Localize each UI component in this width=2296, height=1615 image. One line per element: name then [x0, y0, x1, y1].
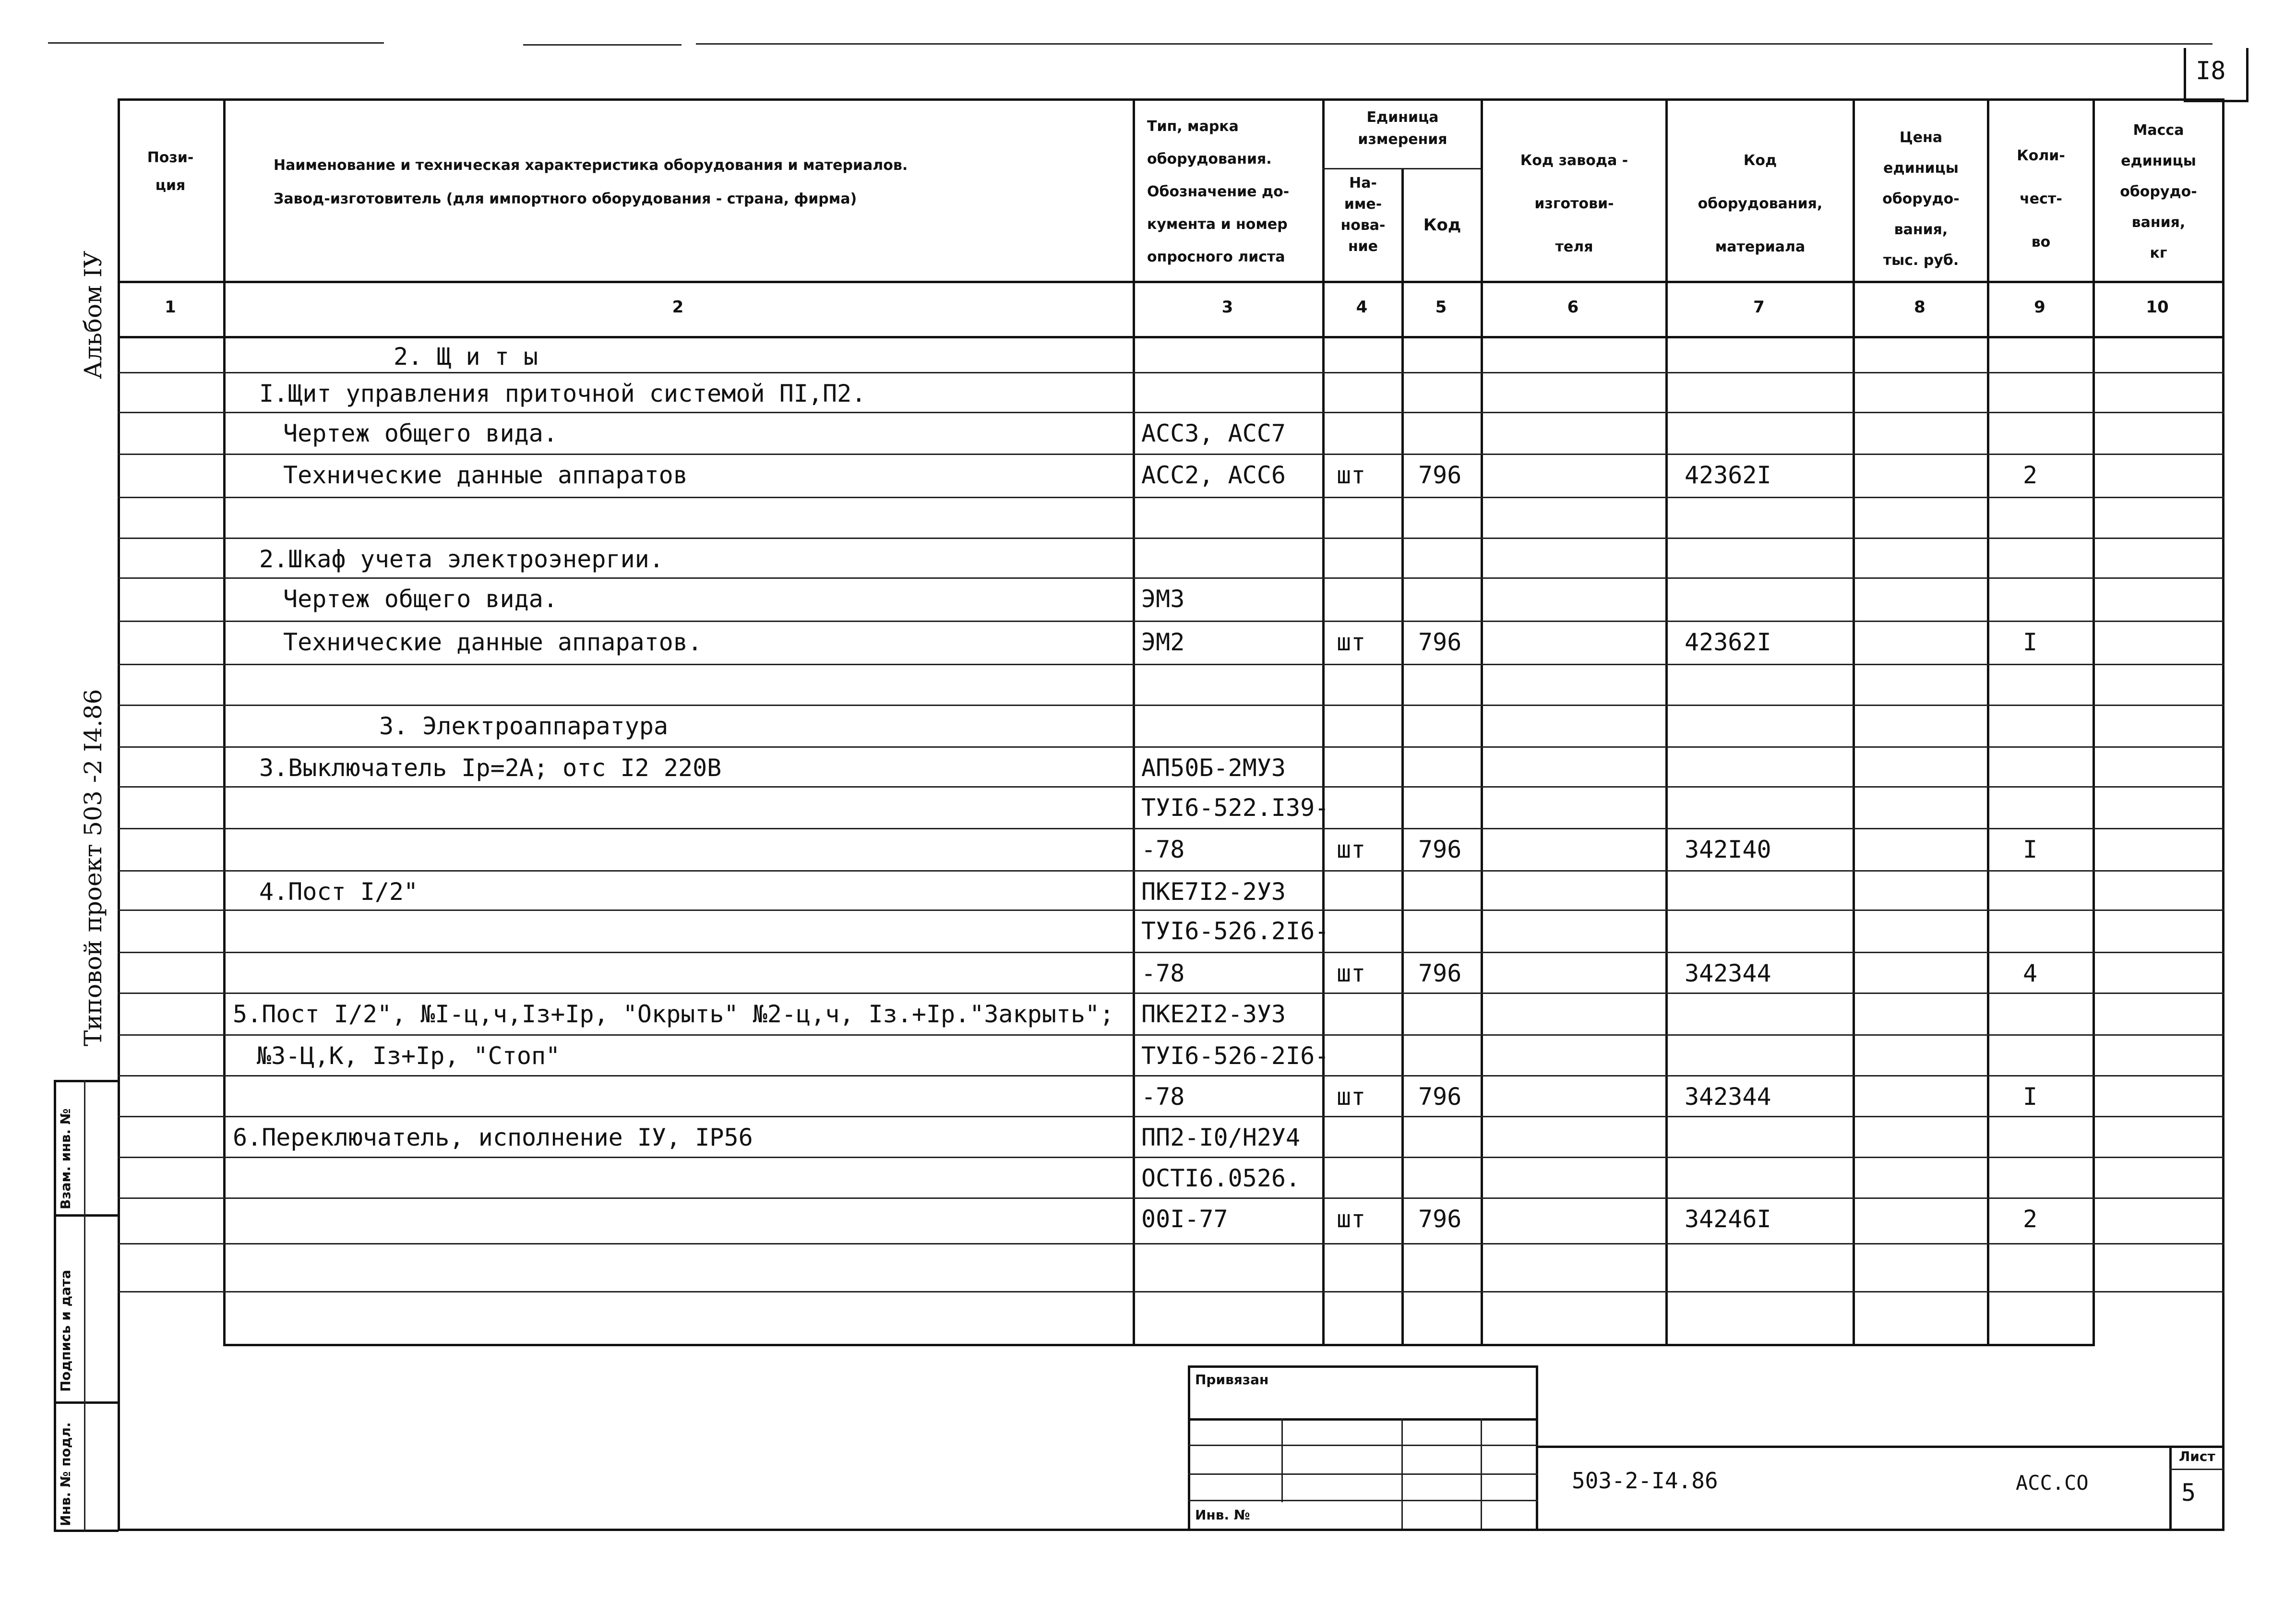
hdr-c8-c: оборудо-: [1882, 191, 1960, 207]
hdr-c4-c: нова-: [1340, 217, 1386, 234]
row-7-c2: Технические данные аппаратов.: [283, 628, 702, 656]
hdr-c3-b: оборудования.: [1147, 151, 1272, 167]
hdr-c6-c: теля: [1555, 239, 1593, 255]
row-10-c3: АП50Б-2МУ3: [1141, 754, 1286, 782]
row-divider: [118, 664, 2224, 665]
row-9-c2: 3. Электроаппаратура: [379, 712, 669, 740]
row-17-c3: ТУI6-526-2I6-: [1141, 1042, 1329, 1070]
row-20-c3: ОСТI6.0526.: [1141, 1164, 1301, 1192]
colnum-9: 9: [2034, 298, 2045, 317]
hdr-c6-b: изготови-: [1534, 195, 1614, 212]
hdr-c8-a: Цена: [1899, 129, 1943, 146]
row-divider: [118, 621, 2224, 622]
hdr-c45-a: Единица: [1366, 109, 1439, 126]
colnum-4: 4: [1356, 298, 1368, 317]
hdr-c3-d: кумента и номер: [1147, 216, 1288, 233]
row-21-c7: 34246I: [1685, 1205, 1771, 1233]
list-label: Лист: [2179, 1448, 2215, 1464]
row-divider: [118, 497, 2224, 498]
hdr-c3-e: опросного листа: [1147, 249, 1285, 265]
row-2-c3: АСС3, АСС7: [1141, 419, 1286, 447]
row-divider: [118, 952, 2224, 953]
row-divider: [118, 412, 2224, 413]
row-divider: [118, 1243, 2224, 1244]
hdr-c1-a: Пози-: [147, 149, 194, 166]
row-divider: [118, 786, 2224, 788]
stamp-inv-podl: Инв. № подл.: [58, 1422, 73, 1526]
row-13-c2: 4.Пост I/2": [259, 878, 419, 906]
privyazan-label: Привязан: [1195, 1372, 1269, 1388]
row-3-c3: АСС2, АСС6: [1141, 461, 1286, 489]
row-divider: [118, 909, 2224, 911]
hdr-c7-b: оборудования,: [1698, 195, 1823, 212]
row-15-c5: 796: [1418, 959, 1462, 987]
row-3-c5: 796: [1418, 461, 1462, 489]
row-16-c3: ПКЕ2I2-3У3: [1141, 1000, 1286, 1028]
row-3-c9: 2: [2023, 461, 2038, 489]
hdr-c10-b: единицы: [2121, 153, 2196, 169]
hdr-c10-a: Масса: [2133, 122, 2184, 139]
row-16-c2: 5.Пост I/2", №I-ц,ч,Iз+Iр, "Окрыть" №2-ц,ч, Iз.+Iр."Закрыть";: [233, 1000, 1114, 1028]
album-label: Альбом IУ: [79, 251, 107, 379]
row-15-c7: 342344: [1685, 959, 1771, 987]
row-12-c9: I: [2023, 836, 2038, 863]
row-21-c4: шт: [1337, 1205, 1366, 1233]
row-15-c3: -78: [1141, 959, 1185, 987]
colnum-6: 6: [1567, 298, 1579, 317]
stamp-vzam: Взам. инв. №: [58, 1108, 73, 1209]
row-divider: [118, 705, 2224, 706]
row-divider: [118, 1075, 2224, 1077]
row-18-c5: 796: [1418, 1083, 1462, 1111]
hdr-c9-b: чест-: [2020, 191, 2062, 207]
row-18-c7: 342344: [1685, 1083, 1771, 1111]
row-divider: [118, 1197, 2224, 1199]
row-3-c2: Технические данные аппаратов: [283, 461, 688, 489]
hdr-c8-b: единицы: [1883, 160, 1959, 177]
hdr-c7-a: Код: [1743, 152, 1777, 169]
row-12-c4: шт: [1337, 836, 1366, 863]
hdr-c6-a: Код завода -: [1520, 152, 1628, 169]
hdr-c3-c: Обозначение до-: [1147, 183, 1290, 200]
colnum-2: 2: [672, 298, 684, 317]
row-divider: [118, 746, 2224, 748]
row-12-c3: -78: [1141, 836, 1185, 863]
row-13-c3: ПКЕ7I2-2У3: [1141, 878, 1286, 906]
row-divider: [118, 1157, 2224, 1158]
row-2-c2: Чертеж общего вида.: [283, 419, 558, 447]
row-7-c9: I: [2023, 628, 2038, 656]
hdr-c8-d: вания,: [1894, 221, 1948, 238]
colnum-5: 5: [1435, 298, 1447, 317]
hdr-c4-a: На-: [1349, 175, 1377, 191]
row-6-c3: ЭМ3: [1141, 585, 1185, 613]
hdr-c2-a: Наименование и техническая характеристика оборудования и материалов.: [274, 157, 908, 174]
row-5-c2: 2.Шкаф учета электроэнергии.: [259, 545, 664, 573]
row-divider: [118, 870, 2224, 872]
hdr-c3-a: Тип, марка: [1147, 118, 1239, 135]
row-divider: [118, 577, 2224, 579]
doc-mark: АСС.СО: [2016, 1471, 2089, 1495]
row-21-c5: 796: [1418, 1205, 1462, 1233]
row-21-c9: 2: [2023, 1205, 2038, 1233]
row-19-c3: ПП2-I0/Н2У4: [1141, 1124, 1301, 1151]
row-7-c5: 796: [1418, 628, 1462, 656]
hdr-c4-d: ние: [1348, 238, 1378, 255]
row-7-c7: 42362I: [1685, 628, 1771, 656]
sheet-number-top: I8: [2196, 57, 2226, 85]
row-divider: [118, 993, 2224, 994]
row-0-c2: 2. Щ и т ы: [394, 343, 538, 371]
row-12-c7: 342I40: [1685, 836, 1771, 863]
row-18-c3: -78: [1141, 1083, 1185, 1111]
row-divider: [118, 1291, 2224, 1292]
row-divider: [118, 372, 2224, 373]
hdr-c10-d: вания,: [2131, 214, 2186, 231]
hdr-c4-b: име-: [1344, 196, 1382, 213]
row-15-c9: 4: [2023, 959, 2038, 987]
hdr-c2-b: Завод-изготовитель (для импортного оборудования - страна, фирма): [274, 191, 857, 207]
row-18-c9: I: [2023, 1083, 2038, 1111]
row-17-c2: №3-Ц,К, Iз+Iр, "Стоп": [257, 1042, 561, 1070]
colnum-7: 7: [1753, 298, 1765, 317]
hdr-c45-b: измерения: [1358, 131, 1447, 148]
row-14-c3: ТУI6-526.2I6-: [1141, 917, 1329, 945]
hdr-c10-c: оборудо-: [2120, 183, 2197, 200]
row-6-c2: Чертеж общего вида.: [283, 585, 558, 613]
inv-label: Инв. №: [1195, 1507, 1250, 1523]
hdr-c9-c: во: [2031, 234, 2051, 251]
row-19-c2: 6.Переключатель, исполнение IУ, IР56: [233, 1124, 753, 1151]
row-3-c4: шт: [1337, 461, 1366, 489]
hdr-c9-a: Коли-: [2017, 147, 2065, 164]
project-label: Типовой проект 503 -2 I4.86: [79, 689, 107, 1046]
hdr-c8-e: тыс. руб.: [1883, 252, 1959, 269]
row-divider: [118, 538, 2224, 539]
colnum-1: 1: [165, 298, 176, 317]
list-number: 5: [2181, 1479, 2196, 1507]
row-3-c7: 42362I: [1685, 461, 1771, 489]
hdr-c5: Код: [1423, 215, 1461, 235]
colnum-8: 8: [1914, 298, 1925, 317]
row-11-c3: ТУI6-522.I39-: [1141, 794, 1329, 822]
row-divider: [118, 1116, 2224, 1117]
colnum-10: 10: [2146, 298, 2169, 317]
row-21-c3: 00I-77: [1141, 1205, 1228, 1233]
row-15-c4: шт: [1337, 959, 1366, 987]
doc-code: 503-2-I4.86: [1572, 1468, 1718, 1494]
row-7-c4: шт: [1337, 628, 1366, 656]
row-12-c5: 796: [1418, 836, 1462, 863]
row-1-c2: I.Щит управления приточной системой ПI,П2.: [259, 380, 866, 407]
row-divider: [118, 454, 2224, 455]
hdr-c1-b: ция: [155, 177, 186, 194]
row-10-c2: 3.Выключатель Iр=2А; отс I2 220В: [259, 754, 722, 782]
row-divider: [118, 828, 2224, 829]
colnum-3: 3: [1221, 298, 1233, 317]
row-7-c3: ЭМ2: [1141, 628, 1185, 656]
row-18-c4: шт: [1337, 1083, 1366, 1111]
stamp-podpis: Подпись и дата: [58, 1269, 73, 1392]
row-divider: [118, 1034, 2224, 1036]
hdr-c10-e: кг: [2150, 245, 2167, 262]
hdr-c7-c: материала: [1715, 239, 1806, 255]
